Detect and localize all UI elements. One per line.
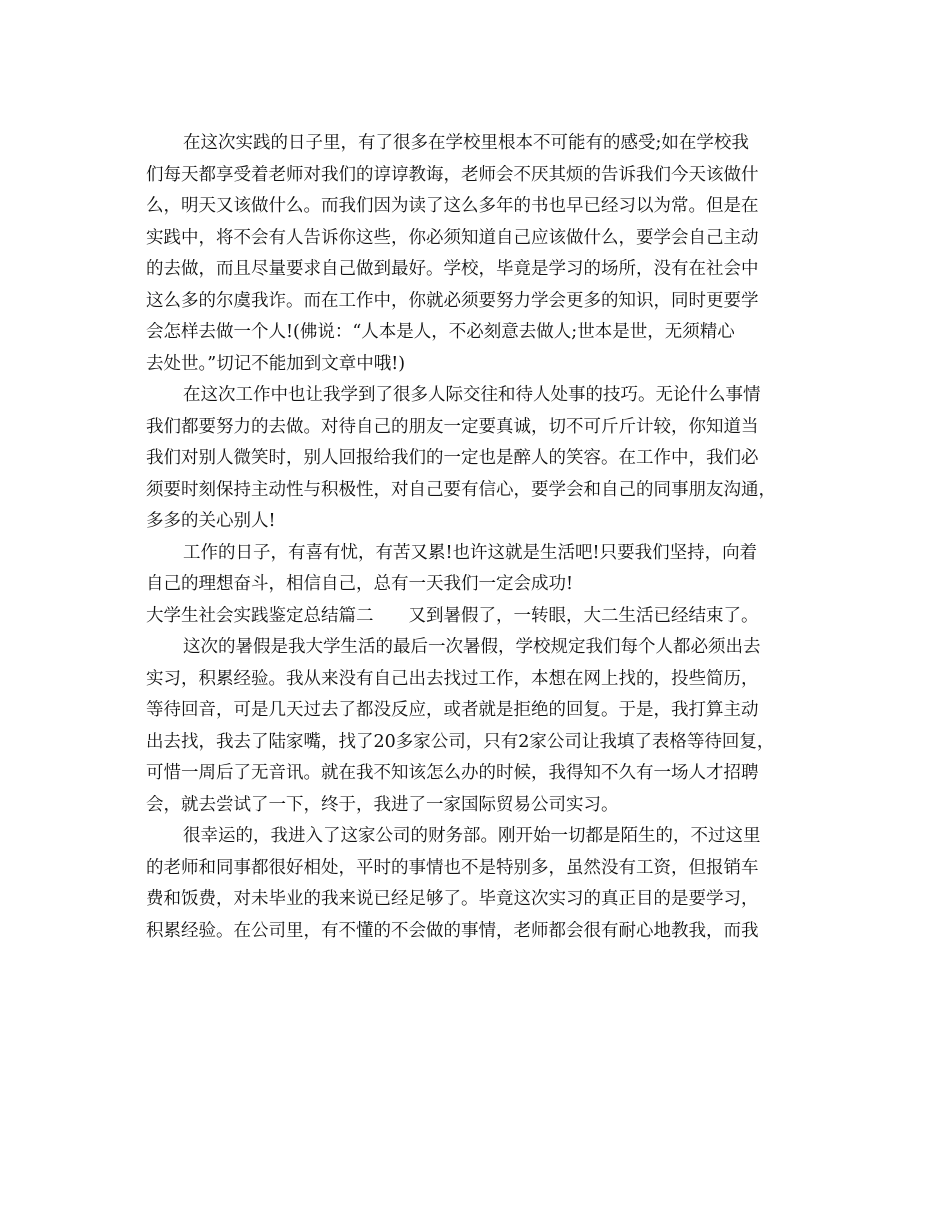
document-body [146,128,826,947]
text-line: 实习，积累经验。我从来没有自己出去找过工作，本想在网上找的，投些简历， [146,668,759,689]
text-line: 我们对别人微笑时，别人回报给我们的一定也是醉人的笑容。在工作中，我们必 [146,448,759,468]
text-line: 去处世。”切记不能加到文章中哦!) [146,353,406,374]
text-line: 可惜一周后了无音讯。就在我不知该怎么办的时候，我得知不久有一场人才招聘 [146,763,759,783]
text-line: 这次的暑假是我大学生活的最后一次暑假，学校规定我们每个人都必须出去 [183,637,761,657]
text-line: 的去做，而且尽量要求自己做到最好。学校，毕竟是学习的场所，没有在社会中 [146,259,759,279]
text-line: 须要时刻保持主动性与积极性，对自己要有信心，要学会和自己的同事朋友沟通， [146,479,776,500]
text-line: 的老师和同事都很好相处，平时的事情也不是特别多，虽然没有工资，但报销车 [146,857,759,878]
text-line: 大学生社会实践鉴定总结篇二 又到暑假了，一转眼，大二生活已经结束了。 [146,605,759,626]
text-line: 在这次实践的日子里，有了很多在学校里根本不可能有的感受;如在学校我 [183,133,749,153]
text-line: 在这次工作中也让我学到了很多人际交往和待人处事的技巧。无论什么事情 [183,385,761,405]
text-line: 工作的日子，有喜有忧，有苦又累!也许这就是生活吧!只要我们坚持，向着 [183,542,758,563]
text-line: 么，明天又该做什么。而我们因为读了这么多年的书也早已经习以为常。但是在 [146,196,759,216]
text-line: 很幸运的，我进入了这家公司的财务部。刚开始一切都是陌生的，不过这里 [183,826,761,846]
text-line: 实践中，将不会有人告诉你这些，你必须知道自己应该做什么，要学会自己主动 [146,227,759,248]
text-line: 多多的关心别人! [146,511,276,531]
text-line: 费和饭费，对未毕业的我来说已经足够了。毕竟这次实习的真正目的是要学习， [146,889,759,909]
text-line: 出去找，我去了陆家嘴，找了20多家公司，只有2家公司让我填了表格等待回复， [146,731,775,752]
text-line: 会怎样去做一个人!(佛说：“人本是人，不必刻意去做人;世本是世，无须精心 [146,322,735,342]
text-line: 们每天都享受着老师对我们的谆谆教诲，老师会不厌其烦的告诉我们今天该做什 [146,164,759,185]
text-line: 等待回音，可是几天过去了都没反应，或者就是拒绝的回复。于是，我打算主动 [146,700,759,720]
text-line: 我们都要努力的去做。对待自己的朋友一定要真诚，切不可斤斤计较，你知道当 [146,416,759,437]
text-line: 积累经验。在公司里，有不懂的不会做的事情，老师都会很有耐心地教我，而我 [146,920,759,941]
text-line: 会，就去尝试了一下，终于，我进了一家国际贸易公司实习。 [146,794,619,815]
text-line: 这么多的尔虞我诈。而在工作中，你就必须要努力学会更多的知识，同时更要学 [146,290,759,311]
text-line: 自己的理想奋斗，相信自己，总有一天我们一定会成功! [146,574,574,594]
